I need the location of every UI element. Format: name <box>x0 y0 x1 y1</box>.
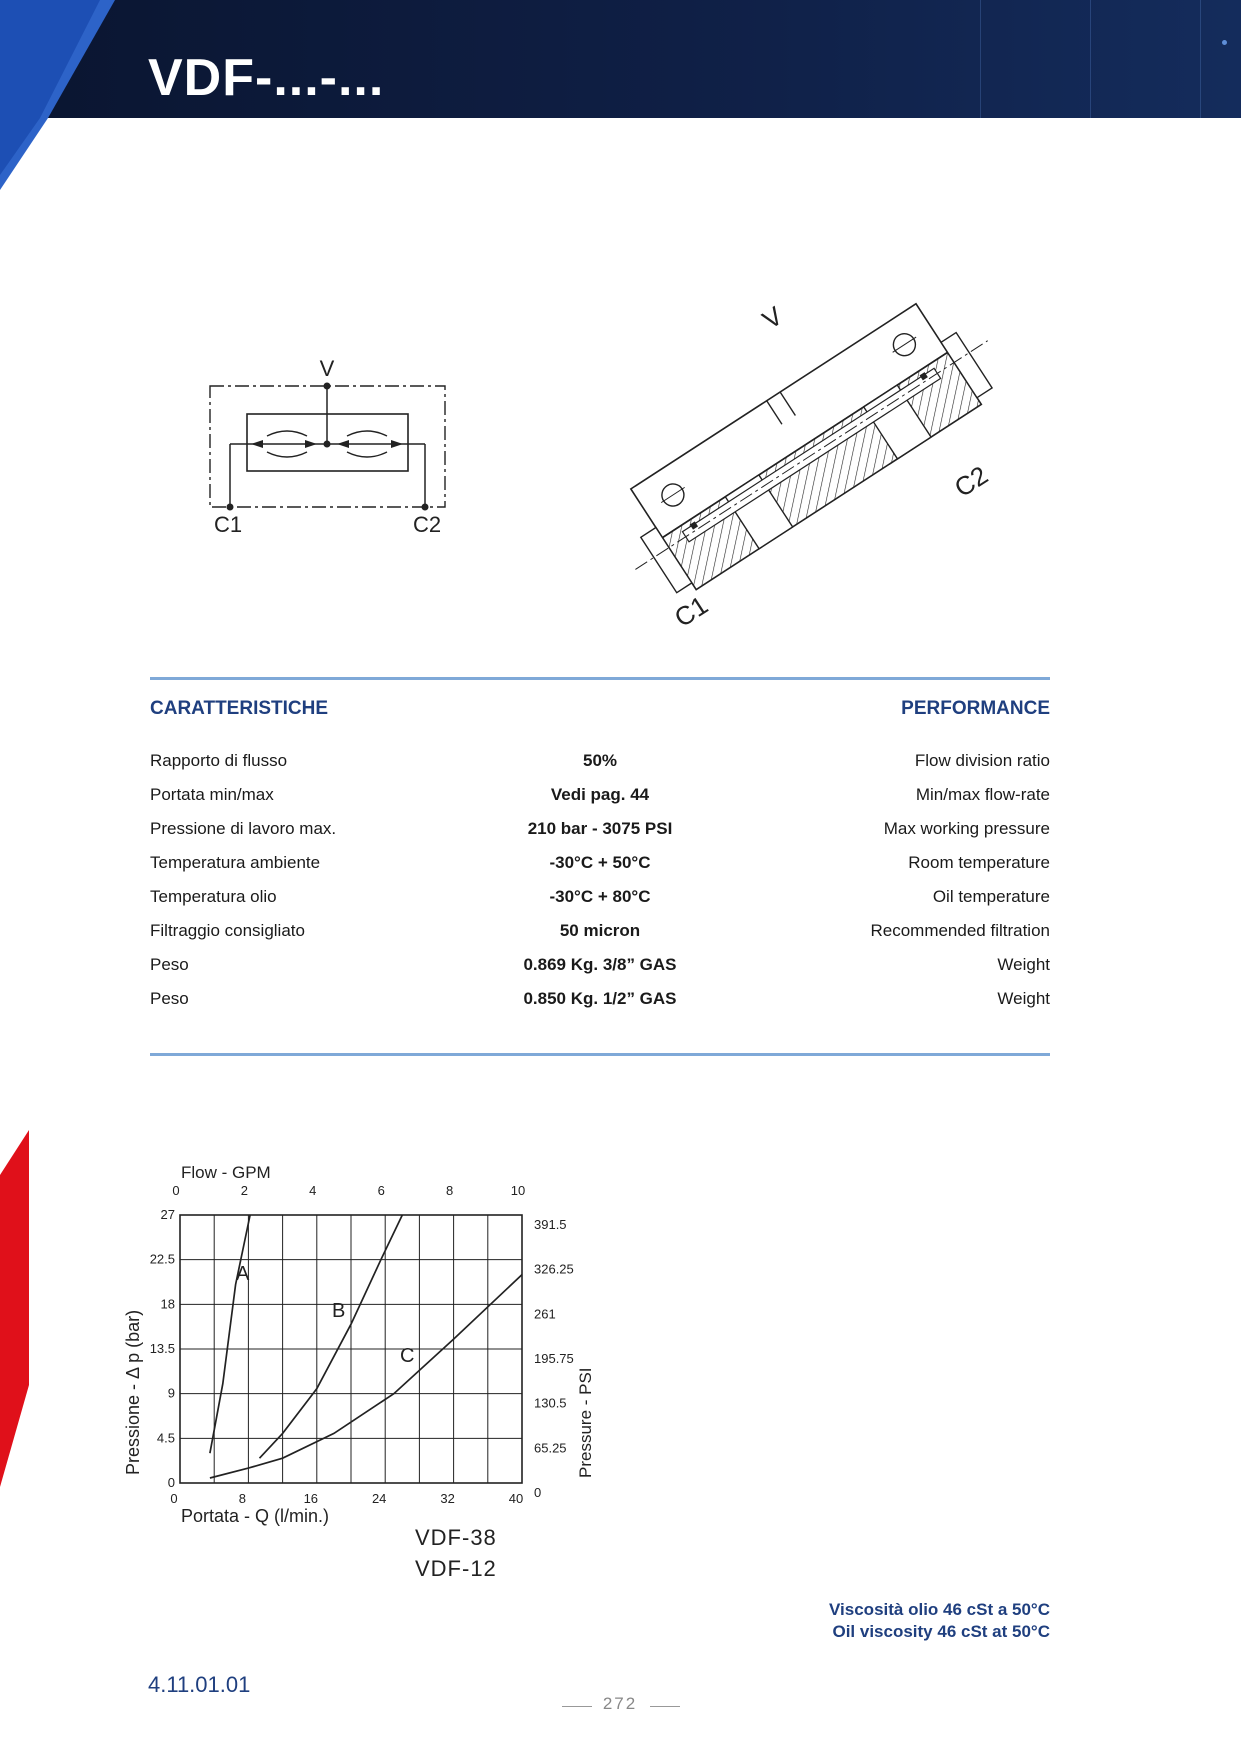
viscosity-note-it: Viscosità olio 46 cSt a 50°C <box>829 1600 1050 1619</box>
spec-row <box>150 785 1050 815</box>
top-tick-label: 0 <box>172 1183 180 1198</box>
spec-value: 210 bar - 3075 PSI <box>527 819 673 838</box>
top-axis-title: Flow - GPM <box>181 1163 271 1182</box>
spec-label-it: Rapporto di flusso <box>150 751 288 770</box>
spec-row <box>150 751 1050 781</box>
section-port-c2: C2 <box>948 459 994 504</box>
spec-label-en: Min/max flow-rate <box>915 785 1050 804</box>
model-label: VDF-38 <box>415 1525 497 1550</box>
spec-label-en: Room temperature <box>908 853 1050 872</box>
section-port-c1: C1 <box>668 589 714 634</box>
spec-value: Vedi pag. 44 <box>550 785 650 804</box>
right-tick-label: 195.75 <box>534 1351 574 1366</box>
section-port-v: V <box>756 300 788 336</box>
x-tick-label: 24 <box>371 1491 387 1506</box>
spec-label-en: Weight <box>997 955 1050 974</box>
symbol-port-v: V <box>319 356 335 381</box>
top-tick-label: 6 <box>377 1183 385 1198</box>
right-tick-label: 65.25 <box>534 1440 567 1456</box>
divider-bottom <box>150 1053 1050 1056</box>
spec-label-en: Weight <box>997 989 1050 1008</box>
document-code: 4.11.01.01 <box>148 1672 251 1697</box>
y-tick-label: 9 <box>167 1385 175 1401</box>
top-tick-label: 10 <box>510 1183 526 1198</box>
spec-value: 0.850 Kg. 1/2” GAS <box>523 989 677 1008</box>
spec-label-it: Pressione di lavoro max. <box>150 819 337 838</box>
x-tick-label: 32 <box>440 1491 455 1506</box>
top-tick-label: 4 <box>309 1183 317 1198</box>
y-tick-label: 27 <box>160 1207 175 1222</box>
page-number: 272 <box>602 1694 638 1713</box>
x-axis-title: Portata - Q (l/min.) <box>181 1506 330 1526</box>
x-tick-label: 40 <box>508 1491 524 1506</box>
top-tick-label: 2 <box>240 1183 249 1198</box>
right-tick-label: 0 <box>534 1485 542 1500</box>
spec-value: -30°C + 50°C <box>549 853 651 872</box>
red-edge-accent <box>0 1130 32 1490</box>
specs-heading-en: PERFORMANCE <box>901 698 1050 719</box>
page-number-rule-right <box>650 1706 680 1707</box>
series-label-b: B <box>332 1300 346 1322</box>
spec-label-it: Temperatura ambiente <box>150 853 321 872</box>
y-tick-label: 22.5 <box>149 1251 175 1267</box>
symbol-port-c1: C1 <box>213 512 243 537</box>
chart-labels <box>123 1163 595 1581</box>
y-tick-label: 0 <box>167 1475 175 1490</box>
spec-label-it: Peso <box>150 989 189 1008</box>
spec-label-it: Peso <box>150 955 189 974</box>
series-curve-c <box>210 1275 522 1478</box>
y-axis-title: Pressione - Δ p (bar) <box>123 1309 143 1475</box>
spec-row <box>150 853 1050 883</box>
valve-section-drawing <box>590 250 1020 640</box>
page-title: VDF-...-... <box>148 49 385 107</box>
spec-label-en: Recommended filtration <box>870 921 1050 940</box>
chart-grid <box>180 1215 522 1483</box>
right-tick-label: 326.25 <box>534 1261 574 1277</box>
spec-label-en: Oil temperature <box>932 887 1050 906</box>
spec-label-it: Portata min/max <box>150 785 274 804</box>
right-axis-title: Pressure - PSI <box>576 1367 595 1478</box>
spec-row <box>150 989 1050 1019</box>
spec-row <box>150 819 1050 849</box>
right-tick-label: 261 <box>534 1306 556 1322</box>
y-tick-label: 4.5 <box>156 1430 175 1446</box>
spec-label-it: Filtraggio consigliato <box>150 921 305 940</box>
corner-accent <box>0 0 130 190</box>
spec-value: 50% <box>582 751 618 770</box>
series-label-c: C <box>400 1345 415 1367</box>
pressure-flow-chart <box>120 1150 620 1590</box>
x-tick-label: 16 <box>303 1491 319 1506</box>
spec-row <box>150 955 1050 985</box>
right-tick-label: 391.5 <box>534 1217 567 1232</box>
y-tick-label: 18 <box>160 1296 175 1312</box>
y-tick-label: 13.5 <box>149 1341 175 1356</box>
series-curve-b <box>260 1215 403 1458</box>
spec-value: -30°C + 80°C <box>549 887 651 906</box>
x-tick-label: 0 <box>170 1491 178 1506</box>
spec-label-en: Flow division ratio <box>914 751 1050 770</box>
series-curve-a <box>210 1215 250 1453</box>
divider-top <box>150 677 1050 680</box>
spec-value: 0.869 Kg. 3/8” GAS <box>523 955 677 974</box>
model-label: VDF-12 <box>415 1556 497 1581</box>
hydraulic-symbol <box>195 350 465 545</box>
x-tick-label: 8 <box>238 1491 247 1506</box>
top-tick-label: 8 <box>445 1183 454 1198</box>
header-dot <box>1222 40 1227 45</box>
viscosity-note-en: Oil viscosity 46 cSt at 50°C <box>832 1622 1050 1641</box>
symbol-port-c2: C2 <box>412 512 442 537</box>
spec-row <box>150 887 1050 917</box>
spec-label-en: Max working pressure <box>883 819 1050 838</box>
spec-row <box>150 921 1050 951</box>
right-tick-label: 130.5 <box>534 1395 567 1411</box>
spec-value: 50 micron <box>559 921 641 940</box>
specs-heading-it: CARATTERISTICHE <box>150 698 329 719</box>
series-label-a: A <box>236 1263 250 1285</box>
spec-label-it: Temperatura olio <box>150 887 277 906</box>
